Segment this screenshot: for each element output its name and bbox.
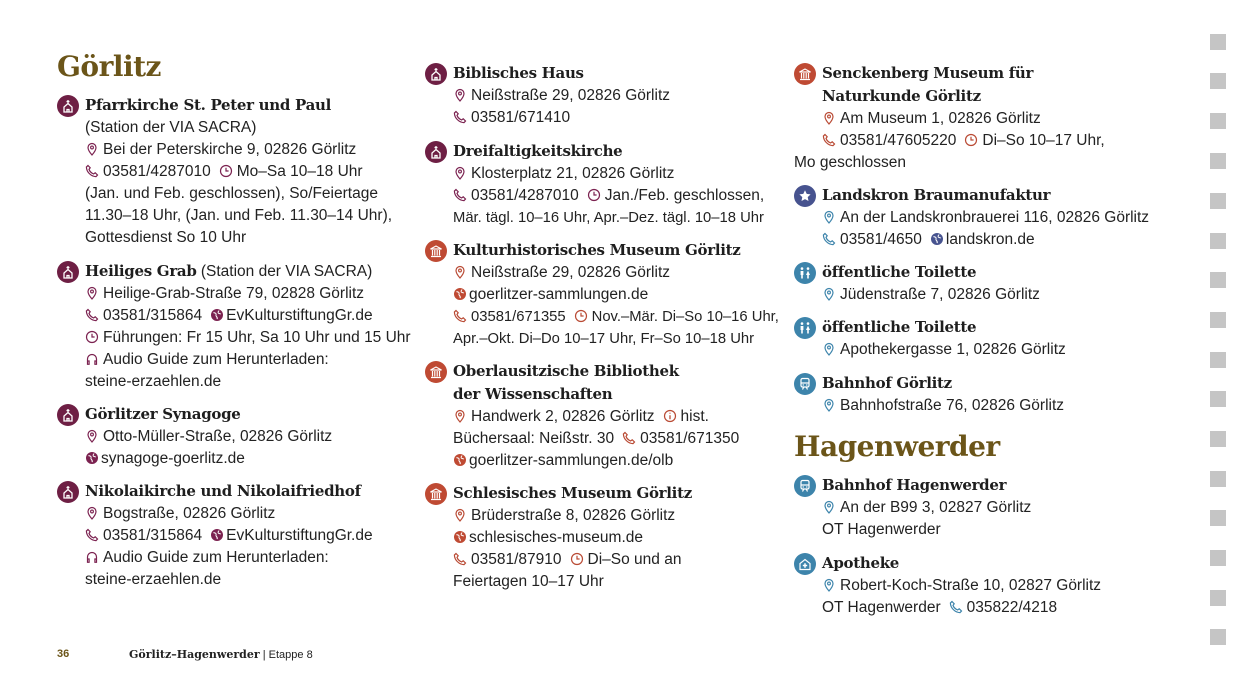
entry-info: hist. (680, 408, 709, 425)
entry-address: Heilige-Grab-Straße 79, 02828 Görlitz (103, 285, 365, 302)
entry-address: Am Museum 1, 02826 Görlitz (840, 110, 1041, 127)
location-pin-icon (85, 506, 103, 520)
edge-marker (1210, 352, 1226, 368)
phone-icon (453, 110, 471, 124)
entry-phone[interactable]: 03581/671355 (471, 309, 566, 325)
entry-phone[interactable]: 03581/315864 (103, 307, 203, 324)
entry-oberlausitzische-bibliothek (425, 360, 785, 472)
city-heading-goerlitz: Görlitz (57, 50, 161, 83)
city-heading-hagenwerder: Hagenwerder (794, 430, 1000, 463)
entry-hours: Jan./Feb. geschlossen, (604, 187, 765, 204)
location-pin-icon (822, 342, 840, 356)
edge-marker (1210, 34, 1226, 50)
entry-audio: Audio Guide zum Herunterladen: (103, 549, 329, 566)
entry-hours-detail: Mo geschlossen (794, 154, 907, 171)
entry-address: Handwerk 2, 02826 Görlitz (471, 408, 655, 425)
location-pin-icon (822, 287, 840, 301)
clock-icon (574, 309, 592, 323)
entry-phone[interactable]: 03581/671410 (471, 109, 571, 126)
clock-icon (964, 133, 982, 147)
headphones-icon (85, 352, 103, 366)
entry-phone[interactable]: 03581/47605220 (840, 132, 957, 149)
location-pin-icon (822, 210, 840, 224)
entry-hours: Di–So und an (587, 551, 682, 568)
entry-toilette-apothekergasse (794, 316, 1164, 361)
entry-website[interactable]: EvKulturstiftungGr.de (226, 527, 373, 544)
entry-bahnhof-hagenwerder (794, 474, 1164, 541)
entry-website[interactable]: schlesisches-museum.de (469, 529, 644, 546)
entry-title: Kulturhistorisches Museum Görlitz (453, 241, 741, 259)
entry-address-district: OT Hagenwerder (822, 599, 941, 616)
entry-note: (Station der VIA SACRA) (200, 263, 373, 280)
church-icon (425, 141, 447, 163)
edge-marker (1210, 233, 1226, 249)
edge-marker (1210, 391, 1226, 407)
entry-hours-detail: Apr.–Okt. Di–Do 10–17 Uhr, Fr–So 10–18 Uhr (453, 331, 755, 347)
location-pin-icon (822, 111, 840, 125)
location-pin-icon (85, 142, 103, 156)
edge-marker (1210, 153, 1226, 169)
train-icon (794, 475, 816, 497)
entry-title: Landskron Braumanufaktur (822, 186, 1051, 204)
footer-route: Görlitz–Hagenwerder (129, 648, 260, 661)
church-icon (425, 63, 447, 85)
clock-icon (570, 552, 588, 566)
entry-website[interactable]: synagoge-goerlitz.de (101, 450, 245, 467)
entry-phone[interactable]: 03581/671350 (640, 430, 740, 447)
entry-address: Bei der Peterskirche 9, 02826 Görlitz (103, 141, 357, 158)
headphones-icon (85, 550, 103, 564)
entry-hours: Di–So 10–17 Uhr, (982, 132, 1105, 149)
edge-marker (1210, 73, 1226, 89)
location-pin-icon (822, 500, 840, 514)
running-footer (129, 648, 313, 661)
globe-icon (930, 232, 946, 246)
globe-icon (453, 287, 469, 301)
clock-icon (587, 188, 605, 202)
train-icon (794, 373, 816, 395)
entry-website[interactable]: goerlitzer-sammlungen.de (469, 286, 649, 303)
entry-address: An der B99 3, 02827 Görlitz (840, 499, 1032, 516)
entry-address: Klosterplatz 21, 02826 Görlitz (471, 165, 675, 182)
entry-address: Robert-Koch-Straße 10, 02827 Görlitz (840, 577, 1102, 594)
entry-title: Biblisches Haus (453, 64, 584, 82)
phone-icon (453, 552, 471, 566)
entry-synagoge (57, 403, 412, 470)
edge-marker (1210, 113, 1226, 129)
entry-address: Otto-Müller-Straße, 02826 Görlitz (103, 428, 333, 445)
entry-title: Senckenberg Museum für (822, 64, 1034, 82)
entry-phone[interactable]: 03581/4287010 (103, 163, 211, 180)
entry-title: Apotheke (822, 554, 900, 572)
entry-title: Schlesisches Museum Görlitz (453, 484, 692, 502)
museum-icon (425, 361, 447, 383)
entry-title-line-2: der Wissenschaften (453, 385, 613, 403)
entry-title: Dreifaltigkeitskirche (453, 142, 623, 160)
entry-kulturhistorisches-museum (425, 239, 785, 350)
entry-phone[interactable]: 03581/315864 (103, 527, 203, 544)
entry-audio-link[interactable]: steine-erzaehlen.de (85, 373, 222, 390)
location-pin-icon (453, 508, 471, 522)
entry-address: An der Landskronbrauerei 116, 02826 Görlitz (840, 209, 1150, 226)
entry-bahnhof-goerlitz (794, 372, 1164, 417)
page-number: 36 (57, 648, 70, 660)
location-pin-icon (453, 88, 471, 102)
entry-title-line-2: Naturkunde Görlitz (822, 87, 981, 105)
edge-marker (1210, 193, 1226, 209)
entry-title: Nikolaikirche und Nikolaifriedhof (85, 482, 361, 500)
toilet-icon (794, 317, 816, 339)
entry-address: Neißstraße 29, 02826 Görlitz (471, 87, 671, 104)
entry-title: öffentliche Toilette (822, 263, 977, 281)
entry-address: Brüderstraße 8, 02826 Görlitz (471, 507, 676, 524)
entry-title: Oberlausitzische Bibliothek (453, 362, 679, 380)
phone-icon (822, 232, 840, 246)
edge-marker (1210, 550, 1226, 566)
globe-icon (453, 530, 469, 544)
globe-icon (210, 528, 226, 542)
entry-audio-link[interactable]: steine-erzaehlen.de (85, 571, 222, 588)
phone-icon (822, 133, 840, 147)
entry-title: öffentliche Toilette (822, 318, 977, 336)
toilet-icon (794, 262, 816, 284)
entry-phone[interactable]: 03581/4287010 (471, 187, 579, 204)
entry-phone[interactable]: 03581/4650 (840, 231, 922, 248)
location-pin-icon (453, 166, 471, 180)
entry-address: Bogstraße, 02826 Görlitz (103, 505, 276, 522)
entry-hours: Mo–Sa 10–18 Uhr (236, 163, 363, 180)
entry-schlesisches-museum (425, 482, 785, 593)
phone-icon (85, 528, 103, 542)
entry-pfarrkirche (57, 94, 412, 249)
phone-icon (622, 431, 640, 445)
phone-icon (453, 309, 471, 323)
globe-icon (453, 453, 469, 467)
edge-marker (1210, 629, 1226, 645)
phone-icon (85, 308, 103, 322)
entry-website[interactable]: EvKulturstiftungGr.de (226, 307, 373, 324)
entry-website[interactable]: landskron.de (945, 231, 1035, 248)
entry-landskron-braumanufaktur (794, 184, 1164, 251)
entry-hours: Nov.–Mär. Di–So 10–16 Uhr, (591, 309, 779, 325)
museum-icon (794, 63, 816, 85)
entry-note: (Station der VIA SACRA) (85, 119, 257, 136)
entry-title: Bahnhof Görlitz (822, 374, 952, 392)
location-pin-icon (453, 409, 471, 423)
church-icon (57, 404, 79, 426)
entry-hours: Führungen: Fr 15 Uhr, Sa 10 Uhr und 15 Uhr (103, 329, 411, 346)
entry-title: Pfarrkirche St. Peter und Paul (85, 96, 332, 114)
location-pin-icon (453, 265, 471, 279)
entry-address: Apothekergasse 1, 02826 Görlitz (840, 341, 1066, 358)
edge-marker (1210, 272, 1226, 288)
edge-marker (1210, 431, 1226, 447)
entry-address: Bahnhofstraße 76, 02826 Görlitz (840, 397, 1065, 414)
entry-title: Bahnhof Hagenwerder (822, 476, 1007, 494)
entry-hours-detail: (Jan. und Feb. geschlossen), So/Feiertage 11.30–18 Uhr, (Jan. und Feb. 11.30–14 Uhr), Gottesdienst So 10 Uhr (85, 185, 393, 246)
location-pin-icon (85, 286, 103, 300)
entry-address: Neißstraße 29, 02826 Görlitz (471, 264, 671, 281)
entry-heiliges-grab (57, 260, 412, 393)
entry-address-district: OT Hagenwerder (822, 521, 941, 538)
entry-dreifaltigkeitskirche (425, 140, 785, 229)
entry-biblisches-haus (425, 62, 785, 129)
edge-marker (1210, 510, 1226, 526)
entry-senckenberg-museum (794, 62, 1164, 174)
museum-icon (425, 483, 447, 505)
church-icon (57, 481, 79, 503)
star-icon (794, 185, 816, 207)
edge-marker (1210, 312, 1226, 328)
globe-icon (210, 308, 226, 322)
globe-icon (85, 451, 101, 465)
phone-icon (453, 188, 471, 202)
entry-website[interactable]: goerlitzer-sammlungen.de/olb (469, 452, 674, 469)
entry-hours-detail: Mär. tägl. 10–16 Uhr, Apr.–Dez. tägl. 10–18 Uhr (453, 210, 764, 226)
footer-stage: | Etappe 8 (262, 649, 313, 661)
info-icon (663, 409, 681, 423)
location-pin-icon (85, 429, 103, 443)
entry-phone[interactable]: 035822/4218 (966, 599, 1058, 616)
phone-icon (949, 600, 967, 614)
pharmacy-icon (794, 553, 816, 575)
church-icon (57, 95, 79, 117)
clock-icon (85, 330, 103, 344)
clock-icon (219, 164, 237, 178)
church-icon (57, 261, 79, 283)
edge-marker (1210, 471, 1226, 487)
entry-info-detail: Büchersaal: Neißstr. 30 (453, 430, 615, 447)
entry-phone[interactable]: 03581/87910 (471, 551, 562, 568)
edge-marker (1210, 590, 1226, 606)
entry-address: Jüdenstraße 7, 02826 Görlitz (840, 286, 1040, 303)
entry-toilette-juedenstrasse (794, 261, 1164, 306)
location-pin-icon (822, 398, 840, 412)
entry-apotheke (794, 552, 1164, 619)
phone-icon (85, 164, 103, 178)
location-pin-icon (822, 578, 840, 592)
entry-nikolaikirche (57, 480, 412, 591)
entry-audio: Audio Guide zum Herunterladen: (103, 351, 329, 368)
entry-title: Heiliges Grab (85, 262, 197, 280)
entry-hours-detail: Feiertagen 10–17 Uhr (453, 573, 604, 590)
museum-icon (425, 240, 447, 262)
entry-title: Görlitzer Synagoge (85, 405, 241, 423)
